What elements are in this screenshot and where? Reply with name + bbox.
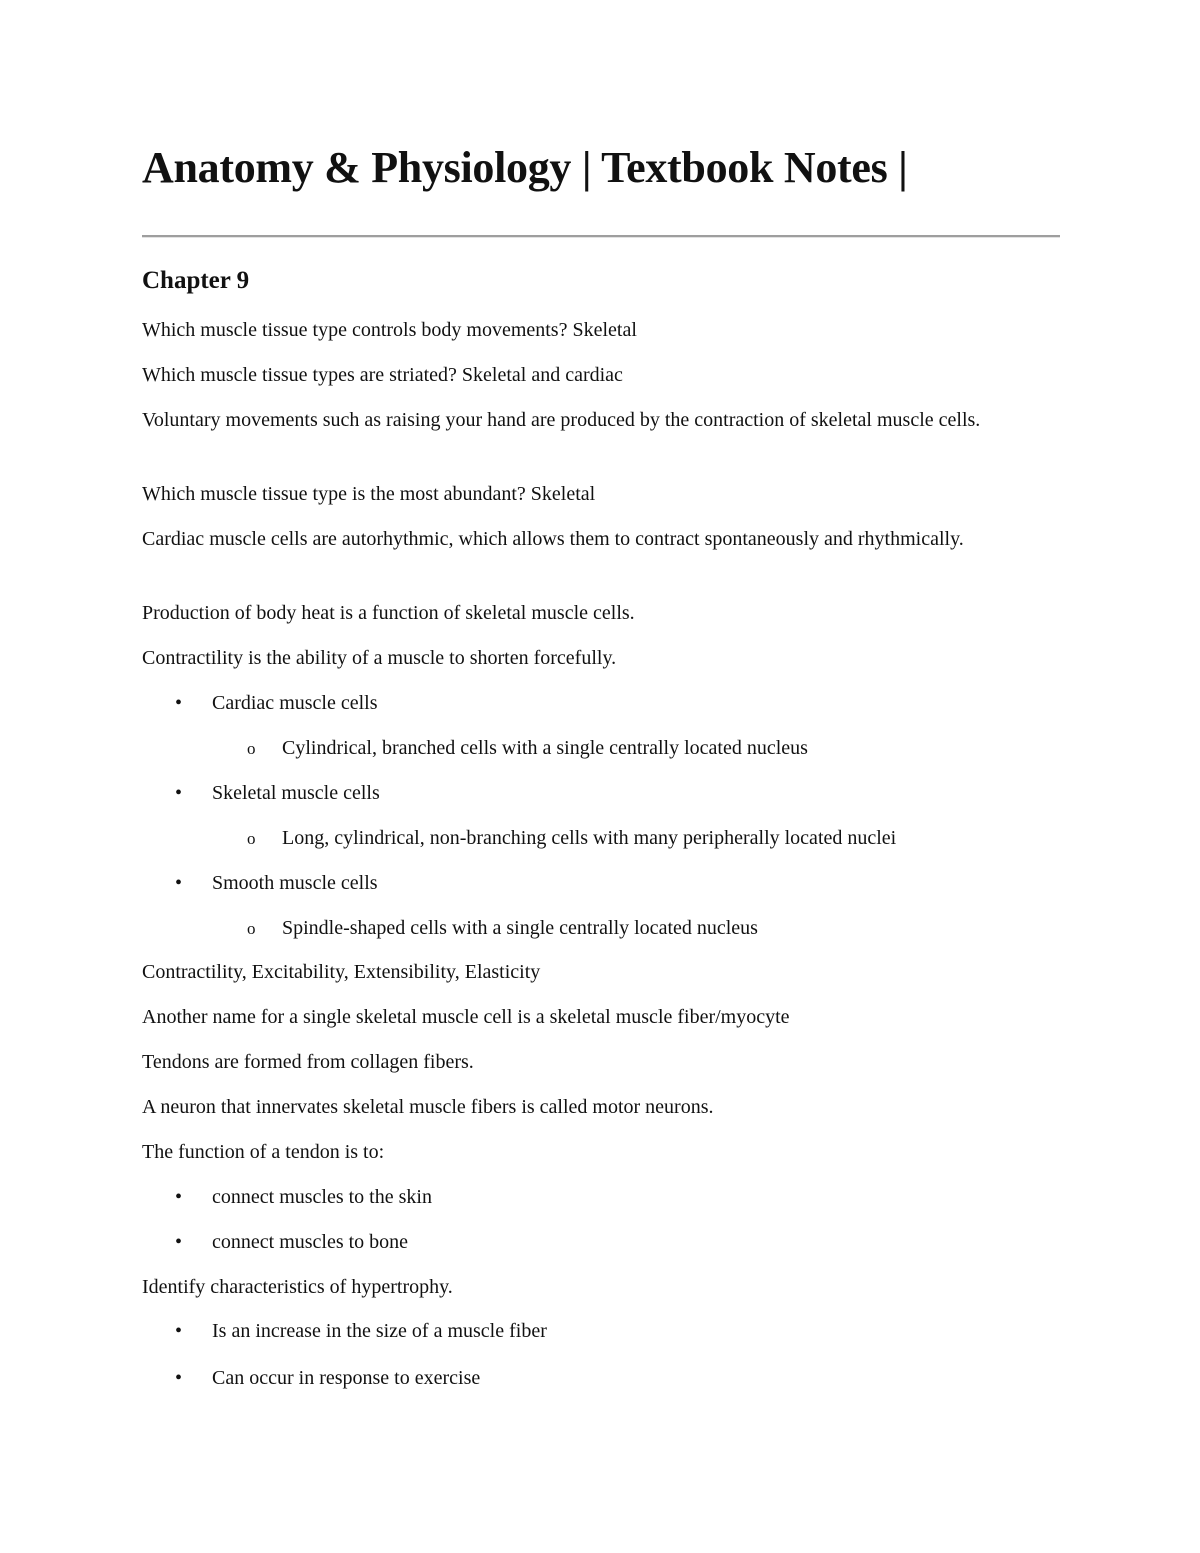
paragraph: Which muscle tissue type is the most abundant? Skeletal (142, 483, 596, 505)
paragraph: The function of a tendon is to: (142, 1141, 385, 1163)
sub-list-item: o Cylindrical, branched cells with a single centrally located nucleus (282, 733, 1182, 763)
paragraph: Another name for a single skeletal muscle cell is a skeletal muscle fiber/myocyte (142, 1006, 790, 1028)
list-item: • Can occur in response to exercise (212, 1363, 1112, 1393)
paragraph: Identify characteristics of hypertrophy. (142, 1276, 453, 1298)
document-title: Anatomy & Physiology | Textbook Notes | (142, 143, 908, 192)
list-item: • connect muscles to bone (212, 1227, 1112, 1257)
list-item: • Smooth muscle cells (212, 868, 1112, 898)
paragraph: Tendons are formed from collagen fibers. (142, 1051, 474, 1073)
paragraph: Which muscle tissue type controls body movements? Skeletal (142, 319, 637, 341)
sub-list-item: o Spindle-shaped cells with a single centrally located nucleus (282, 913, 1182, 943)
paragraph: Contractility is the ability of a muscle to shorten forcefully. (142, 647, 617, 669)
paragraph: Cardiac muscle cells are autorhythmic, which allows them to contract spontaneously and rhythmically. (142, 528, 964, 550)
list-item: • connect muscles to the skin (212, 1182, 1112, 1212)
paragraph: Production of body heat is a function of skeletal muscle cells. (142, 602, 635, 624)
horizontal-rule (142, 235, 1060, 238)
list-item: • Cardiac muscle cells (212, 688, 1112, 718)
sub-list-item: o Long, cylindrical, non-branching cells with many peripherally located nuclei (282, 823, 1182, 853)
paragraph: Voluntary movements such as raising your hand are produced by the contraction of skeletal muscle cells. (142, 409, 981, 431)
list-item: • Is an increase in the size of a muscle fiber (212, 1316, 1112, 1346)
chapter-heading: Chapter 9 (142, 267, 250, 294)
paragraph: Which muscle tissue types are striated? Skeletal and cardiac (142, 364, 623, 386)
paragraph: Contractility, Excitability, Extensibility, Elasticity (142, 961, 541, 983)
paragraph: A neuron that innervates skeletal muscle fibers is called motor neurons. (142, 1096, 714, 1118)
list-item: • Skeletal muscle cells (212, 778, 1112, 808)
